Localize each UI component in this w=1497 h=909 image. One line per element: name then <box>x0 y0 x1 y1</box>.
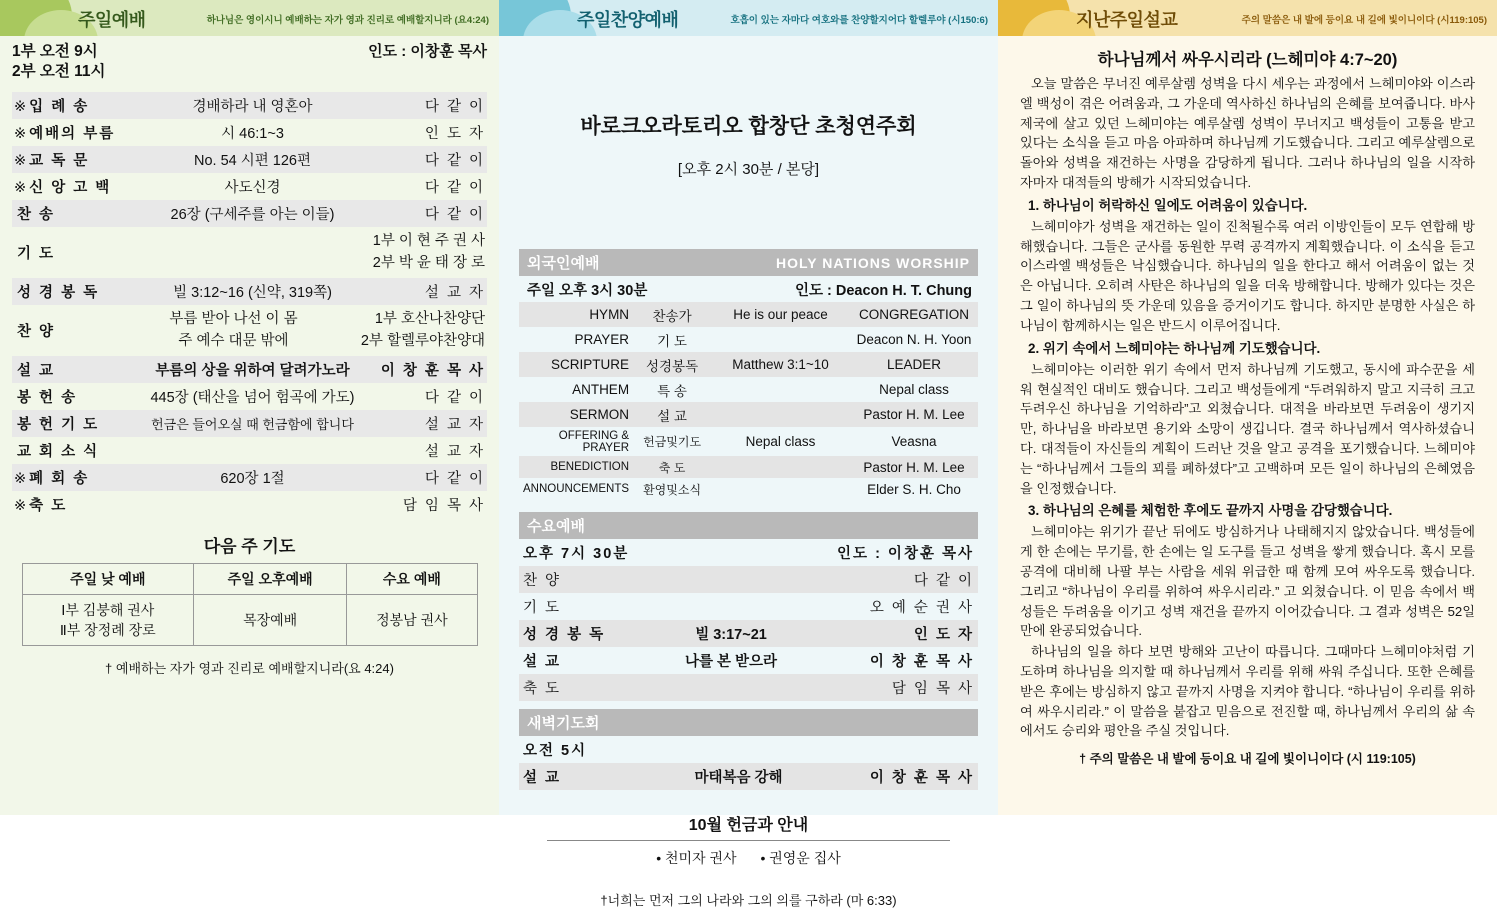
order-detail: 620장 1절 <box>130 464 375 491</box>
praise-team: 2부 할렐루야찬양대 <box>360 333 485 350</box>
order-detail <box>711 456 850 478</box>
sermon-heading: 3. 하나님의 은혜를 체험한 후에도 끝까지 사명을 감당했습니다. <box>1028 503 1393 519</box>
order-detail: He is our peace <box>711 302 850 327</box>
dawn-table <box>519 736 978 790</box>
order-person: Elder S. H. Cho <box>867 481 961 497</box>
column-last-sermon <box>998 0 1497 815</box>
order-person: 이 창 훈 목 사 <box>869 654 974 670</box>
order-item: 설 교 <box>519 763 629 790</box>
banner-title: 지난주일설교 <box>1076 10 1178 30</box>
order-item-ko: 성경봉독 <box>633 352 711 377</box>
order-item: 교 회 소 식 <box>17 443 100 460</box>
order-person: 다 같 이 <box>424 179 485 196</box>
section-title-ko: 외국인예배 <box>527 255 600 272</box>
order-detail: 빌 3:12~16 (신약, 319쪽) <box>130 278 375 305</box>
order-item-ko: 특 송 <box>657 383 687 399</box>
service-time-2: 2부 오전 11시 <box>12 62 106 80</box>
order-item: 성 경 봉 독 <box>12 278 130 305</box>
order-item: ※ 입 례 송 <box>12 92 130 119</box>
table-row <box>12 437 487 464</box>
order-person: Deacon N. H. Yoon <box>856 332 972 347</box>
foreign-time: 주일 오후 3시 30분 <box>527 282 648 299</box>
order-person-line: 1부 이 현 주 권 사 <box>372 232 485 249</box>
wednesday-time: 오후 7시 30분 <box>523 546 630 562</box>
banner-verse: 호흡이 있는 자마다 여호와를 찬양할지어다 할렐루야 (시150:6) <box>730 15 988 26</box>
praise-worship-body <box>499 110 998 909</box>
column-header: 주일 낮 예배 <box>22 563 194 594</box>
table-row <box>12 173 487 200</box>
order-item: 봉 헌 기 도 <box>12 410 130 437</box>
section-title-en: HOLY NATIONS WORSHIP <box>776 254 970 271</box>
banner-title: 주일예배 <box>78 10 146 30</box>
order-item-ko: 기 도 <box>657 333 687 349</box>
service-time-1: 1부 오전 9시 <box>12 43 98 60</box>
order-detail <box>711 377 850 402</box>
sermon-heading: 2. 위기 속에서 느헤미야는 하나님께 기도했습니다. <box>1028 340 1321 356</box>
order-item: 설 교 <box>12 356 130 383</box>
order-detail: 마태복음 강해 <box>629 763 848 790</box>
offering-title: 10월 헌금과 안내 <box>688 817 809 834</box>
table-row <box>519 302 978 327</box>
table-row <box>519 402 978 427</box>
table-row <box>519 566 978 593</box>
order-person: 이 창 훈 목 사 <box>375 356 487 383</box>
order-detail <box>130 305 487 356</box>
order-detail: No. 54 시편 126편 <box>130 146 375 173</box>
order-item-ko: 설 교 <box>633 402 711 427</box>
order-person: 오 예 순 권 사 <box>869 600 974 616</box>
table-row <box>22 594 477 646</box>
order-detail: 헌금은 들어오실 때 헌금함에 합니다 <box>130 410 375 437</box>
table-row <box>12 200 487 227</box>
table-row <box>519 456 978 478</box>
order-detail <box>711 327 850 352</box>
next-week-cell: 정봉남 권사 <box>347 594 477 646</box>
order-item: ※ 축 도 <box>14 497 68 514</box>
next-week-person: Ⅰ부 김붕해 권사 <box>61 601 155 618</box>
column-praise-worship <box>499 0 998 908</box>
order-item: 설 교 <box>523 654 562 670</box>
banner-verse: 주의 말씀은 내 발에 등이요 내 길에 빛이니이다 (시119:105) <box>1241 15 1487 26</box>
order-item-en: OFFERING & PRAYER <box>558 429 630 454</box>
order-person: LEADER <box>850 352 978 377</box>
order-item-en: ANTHEM <box>572 382 630 397</box>
praise-song: 부름 받아 나선 이 몸 <box>169 310 298 327</box>
table-row <box>12 119 487 146</box>
order-item-en: ANNOUNCEMENTS <box>523 483 630 495</box>
order-item: 기 도 <box>17 245 56 262</box>
order-person: 담 임 목 사 <box>833 674 978 701</box>
column-header: 수요 예배 <box>347 563 477 594</box>
offering-names <box>519 848 978 868</box>
concert-subtitle: [오후 2시 30분 / 본당] <box>677 161 820 178</box>
next-week-table <box>22 563 478 647</box>
table-header-row <box>22 563 477 594</box>
service-times <box>12 42 487 82</box>
praise-team: 1부 호산나찬양단 <box>374 310 485 327</box>
concert-title: 바로크오라토리오 합창단 초청연주회 <box>580 115 917 138</box>
order-detail: 시 46:1~3 <box>221 125 284 142</box>
order-person: Pastor H. M. Lee <box>850 402 978 427</box>
section-title-ko: 수요예배 <box>527 518 585 535</box>
next-week-person: Ⅱ부 장정례 장로 <box>59 621 156 638</box>
order-item-ko: 헌금및기도 <box>643 435 702 449</box>
order-detail <box>130 491 375 518</box>
table-row <box>12 356 487 383</box>
foreign-worship-table <box>519 276 978 500</box>
sermon-body <box>998 36 1497 767</box>
table-row <box>12 146 487 173</box>
table-row <box>12 464 487 491</box>
order-item: ※ 폐 회 송 <box>12 464 130 491</box>
table-row <box>12 383 487 410</box>
order-item-en: SERMON <box>519 402 633 427</box>
offering-name: • 권영운 집사 <box>760 850 841 866</box>
order-person: 다 같 이 <box>375 146 487 173</box>
section-dawn-prayer <box>519 709 978 790</box>
order-detail: 나를 본 받으라 <box>684 654 778 670</box>
section-wednesday-worship <box>519 512 978 701</box>
table-row <box>519 276 978 302</box>
sermon-paragraph: 느헤미야는 이러한 위기 속에서 먼저 하나님께 기도했고, 동시에 파수꾼을 세워 현실적인 대비도 했습니다. 그리고 백성들에게 “두려워하지 말고 지극히 크고 두려우신 하나님을 기억하라”고 외쳤습니다. 대적을 바라보면 두려움이 생기지만, 하나님을 바라보면 용기와 소망이 생깁니다. 결국 하나님께서 역사하셨습니다. 대적들이 자신들의 계획이 드러난 것을 알고 공격을 포기했습니다. 느헤미야는 “하나님께서 그들의 꾀를 폐하셨다”고 고백하며 모든 일이 하나님의 은혜였음을 인정했습니다. <box>1020 361 1475 496</box>
table-row <box>519 427 978 456</box>
order-person: 다 같 이 <box>375 464 487 491</box>
order-person: 다 같 이 <box>375 200 487 227</box>
sermon-heading: 1. 하나님이 허락하신 일에도 어려움이 있습니다. <box>1028 197 1308 213</box>
table-row <box>519 352 978 377</box>
banner-last-sermon <box>998 0 1497 36</box>
order-person: 인 도 자 <box>424 125 485 142</box>
order-item: ※ 예배의 부름 <box>14 125 116 142</box>
next-week-cell <box>22 594 194 646</box>
table-row <box>519 327 978 352</box>
order-item-ko: 찬송가 <box>633 302 711 327</box>
table-row <box>12 305 487 356</box>
order-person: 다 같 이 <box>424 389 485 406</box>
next-week-title: 다음 주 기도 <box>203 536 296 556</box>
order-person: CONGREGATION <box>850 302 978 327</box>
order-item: 찬 양 <box>17 323 56 340</box>
order-person: 담 임 목 사 <box>402 497 485 514</box>
worship-order-table <box>12 92 487 518</box>
order-person: Nepal class <box>879 382 949 397</box>
order-person: 다 같 이 <box>375 92 487 119</box>
banner-verse: 하나님은 영이시니 예배하는 자가 영과 진리로 예배할지니라 (요4:24) <box>206 15 489 26</box>
order-item: ※ 교 독 문 <box>12 146 130 173</box>
order-person: 설 교 자 <box>424 443 485 460</box>
order-detail: Nepal class <box>745 434 816 449</box>
table-row <box>519 539 978 566</box>
foreign-leader: 인도 : Deacon H. T. Chung <box>794 282 972 299</box>
order-detail <box>629 593 833 620</box>
section-foreign-worship <box>519 249 978 500</box>
order-item-en: PRAYER <box>574 332 630 347</box>
order-item-en: SCRIPTURE <box>519 352 633 377</box>
section-header <box>519 249 978 276</box>
table-row <box>519 674 978 701</box>
table-row <box>12 227 487 278</box>
table-row <box>519 647 978 674</box>
order-item: 축 도 <box>519 674 629 701</box>
divider <box>547 840 951 841</box>
section-title-ko: 새벽기도회 <box>527 715 600 732</box>
table-row <box>12 491 487 518</box>
order-item: 봉 헌 송 <box>17 389 78 406</box>
order-detail: 빌 3:17~21 <box>629 620 833 647</box>
column-sunday-worship <box>0 0 499 815</box>
order-detail: 경배하라 내 영혼아 <box>130 92 375 119</box>
order-item-en: BENEDICTION <box>519 456 633 478</box>
banner-sunday-worship <box>0 0 499 36</box>
sermon-title: 하나님께서 싸우시리라 (느헤미야 4:7~20) <box>1097 51 1398 69</box>
dawn-time: 오전 5시 <box>523 743 588 759</box>
table-row <box>519 763 978 790</box>
wednesday-table <box>519 539 978 701</box>
order-person: 인 도 자 <box>833 620 978 647</box>
order-person: 설 교 자 <box>375 278 487 305</box>
table-row <box>519 593 978 620</box>
order-detail <box>629 674 833 701</box>
table-row <box>519 377 978 402</box>
footer-verse: †너희는 먼저 그의 나라와 그의 의를 구하라 (마 6:33) <box>600 893 897 908</box>
order-item: 찬 송 <box>12 200 130 227</box>
offering-name: • 천미자 권사 <box>656 850 737 866</box>
order-person: 이 창 훈 목 사 <box>848 763 978 790</box>
order-detail: 사도신경 <box>224 179 281 196</box>
next-week-cell: 목장예배 <box>194 594 347 646</box>
praise-song: 주 예수 대문 밖에 <box>178 333 289 350</box>
banner-title: 주일찬양예배 <box>577 10 679 30</box>
order-person: Veasna <box>891 434 937 449</box>
wednesday-leader: 인도 : 이창훈 목사 <box>837 546 974 562</box>
sermon-paragraph: 하나님의 일을 하다 보면 방해와 고난이 따릅니다. 그때마다 느헤미야처럼 기도하며 하나님을 의지할 때 하나님께서 우리를 위해 싸워 주십니다. 또한 은혜를 받은 후에는 방심하지 않고 끝까지 사명을 지켜야 합니다. “하나님이 우리를 위하여 싸우시리라.” 이 말씀을 붙잡고 믿음으로 전진할 때, 하나님께서 우리의 삶 속에서도 승리와 평안을 주실 것입니다. <box>1020 644 1475 739</box>
table-row <box>12 92 487 119</box>
order-detail: 26장 (구세주를 아는 이들) <box>130 200 375 227</box>
section-header <box>519 512 978 539</box>
table-row <box>519 620 978 647</box>
order-person-line: 2부 박 윤 태 장 로 <box>372 255 485 272</box>
footer-verse: † 주의 말씀은 내 발에 등이요 내 길에 빛이니이다 (시 119:105) <box>1079 752 1416 767</box>
order-detail: 부름의 상을 위하여 달려가노라 <box>130 356 375 383</box>
section-header <box>519 709 978 736</box>
order-person: Pastor H. M. Lee <box>850 456 978 478</box>
service-leader: 인도 : 이창훈 목사 <box>368 43 487 60</box>
order-detail <box>711 478 850 500</box>
table-row <box>12 410 487 437</box>
order-detail <box>629 566 833 593</box>
footer-verse: † 예배하는 자가 영과 진리로 예배할지니라(요 4:24) <box>105 661 394 677</box>
table-row <box>519 736 978 763</box>
sermon-paragraph: 오늘 말씀은 무너진 예루살렘 성벽을 다시 세우는 과정에서 느헤미야와 이스라엘 백성이 겪은 어려움과, 그 가운데 역사하신 하나님의 은혜를 보여줍니다. 바사제국에 살고 있던 느헤미야는 예루살렘 성벽이 무너지고 백성들이 고통을 받고 있다는 소식을 듣고 마음 아파하며 하나님께 기도했습니다. 그리고 예루살렘으로 돌아와 성벽을 재건하는 사명을 감당하게 됩니다. 그러나 하나님의 일을 시작하자마자 대적들의 방해가 시작되었습니다. <box>1020 76 1475 190</box>
table-row <box>519 478 978 500</box>
order-item: 기 도 <box>523 600 562 616</box>
sermon-paragraph: 느헤미야가 성벽을 재건하는 일이 진척될수록 여러 이방인들이 모두 연합해 방해했습니다. 그들은 군사를 동원한 무력 공격까지 계획했습니다. 이 소식을 듣고 이스라엘 백성들은 낙심했습니다. 하나님의 일을 한다고 해서 어려움이 없는 것은 아닙니다. 오히려 사탄은 하나님의 일을 더욱 방해합니다. 방해가 있다는 것은 그 일이 하나님의 뜻 가운데 있음을 증거이기도 합니다. 하지만 분명한 사실은 하나님이 함께하시는 일은 반드시 이루어집니다. <box>1020 218 1475 333</box>
order-detail: 445장 (태산을 넘어 험곡에 가도) <box>150 389 355 406</box>
order-item: 성 경 봉 독 <box>519 620 629 647</box>
column-header: 주일 오후예배 <box>194 563 347 594</box>
order-detail <box>711 402 850 427</box>
table-row <box>12 278 487 305</box>
order-person: 설 교 자 <box>375 410 487 437</box>
order-person: 다 같 이 <box>833 566 978 593</box>
sunday-worship-body <box>0 36 499 677</box>
order-detail: Matthew 3:1~10 <box>711 352 850 377</box>
order-item: 찬 양 <box>519 566 629 593</box>
order-item-ko: 축 도 <box>633 456 711 478</box>
order-item: ※ 신 앙 고 백 <box>14 179 112 196</box>
order-item-ko: 환영및소식 <box>643 482 702 497</box>
banner-praise-worship <box>499 0 998 36</box>
order-item-en: HYMN <box>519 302 633 327</box>
order-detail <box>130 437 375 464</box>
sermon-paragraph: 느헤미야는 위기가 끝난 뒤에도 방심하거나 나태해지지 않았습니다. 백성들에게 한 손에는 무기를, 한 손에는 일 도구를 들고 성벽을 쌓게 했습니다. 혹시 모를 공격에 대비해 나팔 부는 사람을 세워 위급한 때 함께 모여 싸우도록 했습니다. 그리고 “하나님이 우리를 위하여 싸우시리라.” 고 외쳤습니다. 이 믿음 속에서 백성들은 두려움을 이기고 성벽 재건을 끝까지 이어갔습니다. 그 결과 성벽은 52일 만에 완공되었습니다. <box>1020 524 1475 639</box>
order-detail <box>130 227 487 278</box>
